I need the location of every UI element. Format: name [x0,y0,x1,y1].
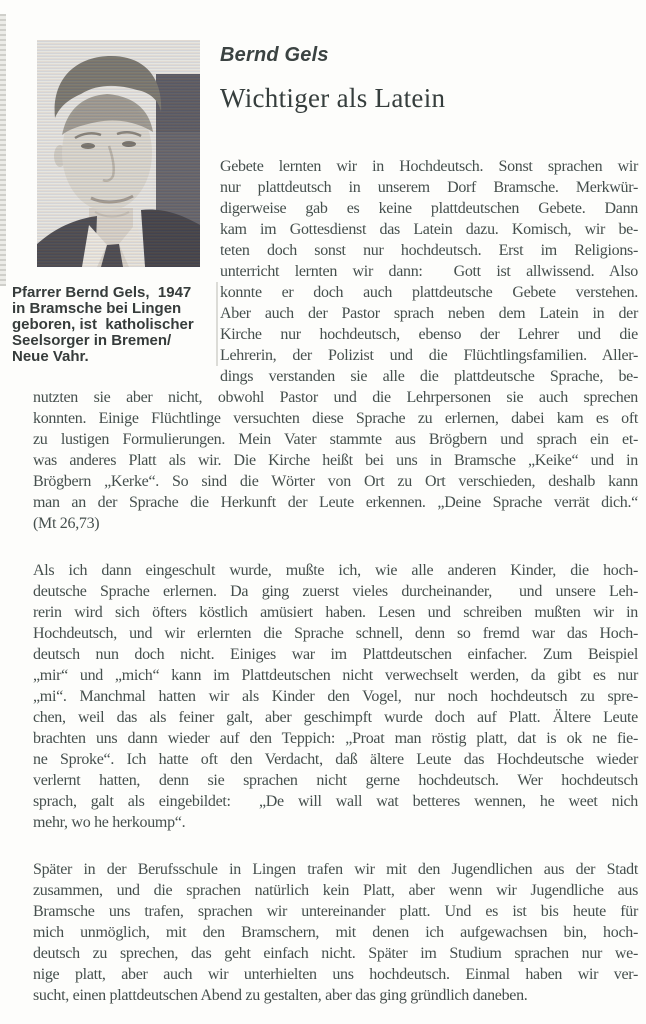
text-line: Kirche nur hochdeutsch, ebenso der Lehrer und die [220,326,638,343]
text-line: sucht, einen plattdeutschen Abend zu gestalten, aber das ging gründlich daneben. [33,987,528,1004]
text-line: Gebete lernten wir in Hochdeutsch. Sonst sprachen wir [220,158,638,175]
text-line: Aber auch der Pastor sprach neben dem Latein in der [220,305,638,322]
page-title: Wichtiger als Latein [220,83,446,113]
text-line: man an der Sprache die Herkunft der Leute erkennen. „Deine Sprache verrät dich.“ [33,494,638,511]
text-line: Bramsche uns trafen, sprachen wir untereinander platt. Und es ist bis heute für [33,903,638,920]
text-line: nige platt, aber auch wir unterhielten uns hochdeutsch. Einmal haben wir ver- [33,966,638,983]
text-line: chen, weil das als feiner galt, aber geschimpft wurde doch auf Platt. Ältere Leute [33,709,638,726]
author-name: Bernd Gels [220,44,329,66]
text-line: konnte er doch auch plattdeutsche Gebete verstehen. [220,284,638,301]
text-line: rerin wird sich öfters köstlich amüsiert haben. Lesen und schreiben mußten wir in [33,604,638,621]
author-photo-figure [12,40,220,365]
text-line: mehr, wo he herkoump“. [33,814,186,831]
text-line: unterricht lernten wir dann: Gott ist allwissend. Also [220,263,638,280]
text-line: brachten uns dann wieder auf den Teppich: „Proat man röstig platt, dat is ok ne fie- [33,730,638,747]
text-line: verlernt hatten, denn sie sprachen nicht gerne hochdeutsch. Wer hochdeutsch [33,772,638,789]
text-line: teten doch sonst nur hochdeutsch. Erst im Religions- [220,242,638,259]
text-line: zusammen, und die sprachen natürlich kein Platt, aber wenn wir Jugendliche aus [33,882,638,899]
text-line: nutzten sie aber nicht, obwohl Pastor und die Lehrpersonen sie auch sprechen [33,389,638,406]
text-line: deutsch nun doch nicht. Einiges war im Plattdeutschen einfacher. Zum Beispiel [33,646,638,663]
text-line: deutsche Sprache erlernen. Da ging zuerst vieles durcheinander, und unsere Leh- [33,583,638,600]
scan-fold-artifact [216,282,218,366]
text-line: zu lustigen Formulierungen. Mein Vater stammte aus Brögbern und sprach ein et- [33,431,638,448]
text-line: Hochdeutsch, und wir erlernten die Sprache schnell, denn so fremd war das Hoch- [33,625,638,642]
caption-line: geboren, ist katholischer [12,316,194,333]
text-line: kam im Gottesdienst das Latein dazu. Komisch, wir be- [220,221,638,238]
photo-scan-veil [37,40,200,267]
text-line: ne Sproke“. Ich hatte oft den Verdacht, daß ältere Leute das Hochdeutsche wieder [33,751,638,768]
paragraph-2 [33,560,638,833]
text-line: Als ich dann eingeschult wurde, mußte ich, wie alle anderen Kinder, die hoch- [33,562,638,579]
text-line: mich unmöglich, mit den Bramschern, mit denen ich aufgewachsen bin, hoch- [33,924,638,941]
text-line: nur plattdeutsch in unserem Dorf Bramsche. Merkwür- [220,179,638,196]
text-line: (Mt 26,73) [33,515,100,532]
portrait-photo [37,40,200,267]
text-line: „mir“ und „mich“ kann im Plattdeutschen nicht verwechselt werden, da gibt es nur [33,667,638,684]
photo-caption [12,285,220,365]
text-line: konnten. Einige Flüchtlinge versuchten diese Sprache zu erlernen, dabei kam es oft [33,410,638,427]
text-line: Später in der Berufsschule in Lingen trafen wir mit den Jugendlichen aus der Stadt [33,861,638,878]
caption-line: in Bramsche bei Lingen [12,300,182,317]
text-line: Lehrerin, der Polizist und die Flüchtlingsfamilien. Aller- [220,347,638,364]
scan-edge-artifact [0,14,6,286]
caption-line: Pfarrer Bernd Gels, 1947 [12,284,192,301]
text-line: „mi“. Manchmal hatten wir als Kinder den Vogel, nur noch hochdeutsch zu spre- [33,688,638,705]
caption-line: Seelsorger in Bremen/ [12,332,172,349]
text-line: sprach, galt als eingebildet: „De will wall wat betteres wennen, he weet nich [33,793,638,810]
text-line: deutsch zu sprechen, das geht einfach nicht. Später im Studium sprachen nur we- [33,945,638,962]
text-line: was anderes Platt als wir. Die Kirche heißt bei uns in Bramsche „Keike“ und in [33,452,638,469]
caption-line: Neue Vahr. [12,348,89,365]
text-line: Brögbern „Kerke“. So sind die Wörter von Ort zu Ort verschieden, deshalb kann [33,473,638,490]
paragraph-3 [33,859,638,1006]
text-line: dings verstanden sie alle die plattdeutsche Sprache, be- [220,368,638,385]
text-line: digerweise gab es keine plattdeutschen Gebete. Dann [220,200,638,217]
